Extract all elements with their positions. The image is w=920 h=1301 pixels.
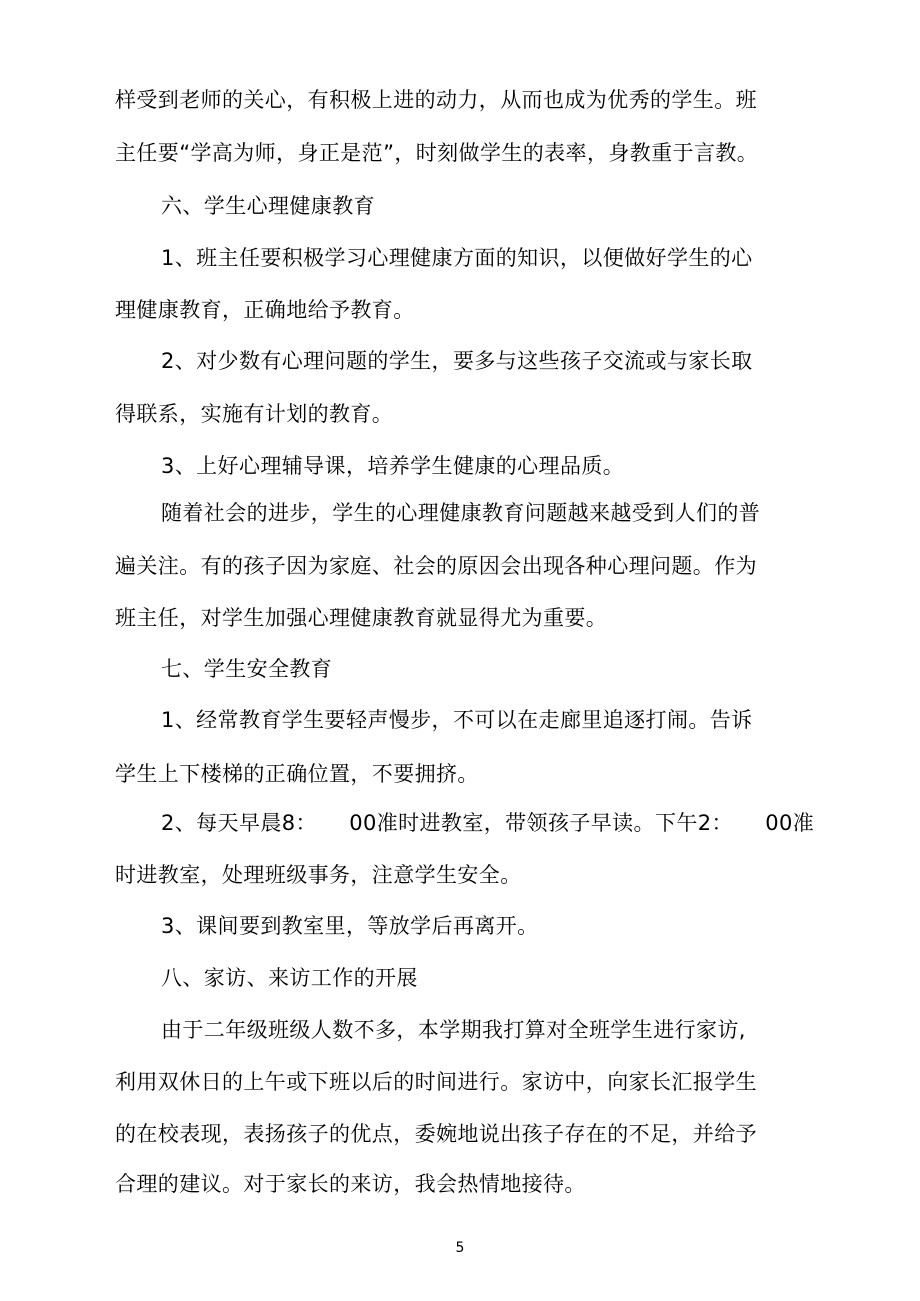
paragraph-line: 学生上下楼梯的正确位置，不要拥挤。 [115,762,479,786]
paragraph-line: 合理的建议。对于家长的来访，我会热情地接待。 [115,1172,586,1196]
paragraph-line: 时进教室，处理班级事务，注意学生安全。 [115,863,522,887]
paragraph-line: 得联系，实施有计划的教育。 [115,402,394,426]
section-heading: 八、家访、来访工作的开展 [161,966,418,990]
paragraph-line: 理健康教育，正确地给予教育。 [115,298,415,322]
paragraph-line: 1、班主任要积极学习心理健康方面的知识，以便做好学生的心 [161,246,753,270]
paragraph-line: 随着社会的进步，学生的心理健康教育问题越来越受到人们的普 [161,501,761,525]
paragraph-line: 3、上好心理辅导课，培养学生健康的心理品质。 [161,454,625,478]
paragraph-line: 样受到老师的关心，有积极上进的动力，从而也成为优秀的学生。班 [115,88,757,112]
paragraph-line: 2、每天早晨8： 00准时进教室，带领孩子早读。下午2： 00准 [161,811,815,835]
paragraph-line: 3、课间要到教室里，等放学后再离开。 [161,914,539,938]
paragraph-line: 由于二年级班级人数不多，本学期我打算对全班学生进行家访, [161,1018,746,1042]
page-number: 5 [455,1240,465,1256]
paragraph-line: 班主任，对学生加强心理健康教育就显得尤为重要。 [115,606,608,630]
paragraph-line: 遍关注。有的孩子因为家庭、社会的原因会出现各种心理问题。作为 [115,554,757,578]
paragraph-line: 2、对少数有心理问题的学生，要多与这些孩子交流或与家长取 [161,349,753,373]
paragraph-line: 1、经常教育学生要轻声慢步，不可以在走廊里追逐打闹。告诉 [161,708,753,732]
paragraph-line: 利用双休日的上午或下班以后的时间进行。家访中，向家长汇报学生 [115,1070,757,1094]
paragraph-line: 主任要“学高为师，身正是范”，时刻做学生的表率，身教重于言教。 [115,141,759,165]
paragraph-line: 的在校表现，表扬孩子的优点，委婉地说出孩子存在的不足，并给予 [115,1122,757,1146]
section-heading: 六、学生心理健康教育 [161,194,375,218]
section-heading: 七、学生安全教育 [161,657,333,681]
